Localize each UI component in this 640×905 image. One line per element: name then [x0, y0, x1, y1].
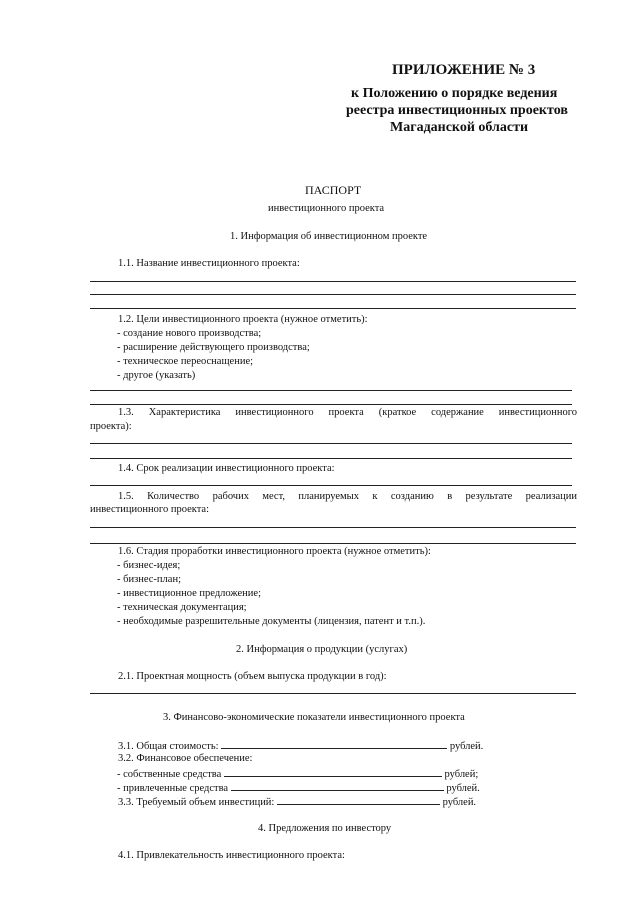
appendix-subtitle-2: реестра инвестиционных проектов: [346, 103, 568, 118]
document-title: ПАСПОРТ: [305, 183, 362, 197]
borrowed-funds-row: [117, 780, 480, 795]
item-1-3-blank-line[interactable]: [90, 443, 572, 444]
item-2-1-label: 2.1. Проектная мощность (объем выпуска продукции в год):: [118, 671, 387, 682]
item-1-3-blank-line[interactable]: [90, 458, 572, 459]
item-1-5-label-cont: инвестиционного проекта:: [90, 504, 209, 515]
item-1-4-blank-line[interactable]: [90, 485, 572, 486]
item-1-2-option: - другое (указать): [117, 370, 196, 381]
item-1-6-option: - бизнес-идея;: [117, 560, 181, 571]
item-4-1-label: 4.1. Привлекательность инвестиционного проекта:: [118, 850, 345, 861]
borrowed-funds-unit: рублей.: [446, 783, 480, 794]
item-1-6-option: - техническая документация;: [117, 602, 247, 613]
own-funds-label: - собственные средства: [117, 769, 222, 780]
item-1-6-option: - бизнес-план;: [117, 574, 181, 585]
item-1-1-label: 1.1. Название инвестиционного проекта:: [118, 258, 300, 269]
borrowed-funds-label: - привлеченные средства: [117, 783, 229, 794]
item-3-3-row: [118, 794, 476, 809]
item-1-6-option: - необходимые разрешительные документы (лицензия, патент и т.п.).: [117, 616, 426, 627]
own-funds-unit: рублей;: [444, 769, 479, 780]
item-1-5-blank-line[interactable]: [90, 527, 576, 528]
section-4-heading: 4. Предложения по инвестору: [258, 823, 392, 834]
item-3-3-blank[interactable]: [277, 794, 440, 805]
item-1-6-label: 1.6. Стадия проработки инвестиционного проекта (нужное отметить):: [118, 546, 431, 557]
item-1-1-blank-line[interactable]: [90, 294, 576, 295]
item-1-3-label: 1.3. Характеристика инвестиционного проекта (краткое содержание инвестиционного: [118, 407, 577, 418]
own-funds-row: [117, 766, 478, 781]
item-1-5-blank-line[interactable]: [90, 543, 576, 544]
document-subtitle: инвестиционного проекта: [268, 203, 385, 214]
item-3-1-blank[interactable]: [221, 738, 447, 749]
item-3-1-row: [118, 738, 483, 753]
borrowed-funds-blank[interactable]: [231, 780, 444, 791]
item-2-1-blank-line[interactable]: [90, 693, 576, 694]
item-1-6-option: - инвестиционное предложение;: [117, 588, 261, 599]
item-3-2-label: 3.2. Финансовое обеспечение:: [118, 753, 253, 764]
item-3-1-label: 3.1. Общая стоимость:: [118, 741, 219, 752]
item-1-5-label: 1.5. Количество рабочих мест, планируемых к созданию в результате реализации: [118, 491, 577, 502]
item-3-3-unit: рублей.: [442, 797, 477, 808]
item-1-2-blank-line[interactable]: [90, 390, 572, 391]
item-1-2-option: - техническое переоснащение;: [117, 356, 254, 367]
item-1-2-option: - создание нового производства;: [117, 328, 262, 339]
item-3-1-unit: рублей.: [449, 741, 484, 752]
item-3-3-label: 3.3. Требуемый объем инвестиций:: [118, 797, 275, 808]
item-1-1-blank-line[interactable]: [90, 308, 576, 309]
appendix-subtitle-3: Магаданской области: [390, 120, 529, 135]
item-1-1-blank-line[interactable]: [90, 281, 576, 282]
appendix-subtitle-1: к Положению о порядке ведения: [351, 86, 558, 101]
item-1-4-label: 1.4. Срок реализации инвестиционного проекта:: [118, 463, 335, 474]
item-1-2-blank-line[interactable]: [90, 404, 572, 405]
item-1-3-label-cont: проекта):: [90, 421, 132, 432]
item-1-2-option: - расширение действующего производства;: [117, 342, 310, 353]
own-funds-blank[interactable]: [224, 766, 442, 777]
item-1-2-label: 1.2. Цели инвестиционного проекта (нужное отметить):: [118, 314, 368, 325]
section-1-heading: 1. Информация об инвестиционном проекте: [230, 231, 428, 242]
appendix-title: ПРИЛОЖЕНИЕ № 3: [392, 62, 536, 78]
section-2-heading: 2. Информация о продукции (услугах): [236, 644, 408, 655]
section-3-heading: 3. Финансово-экономические показатели инвестиционного проекта: [163, 712, 465, 723]
